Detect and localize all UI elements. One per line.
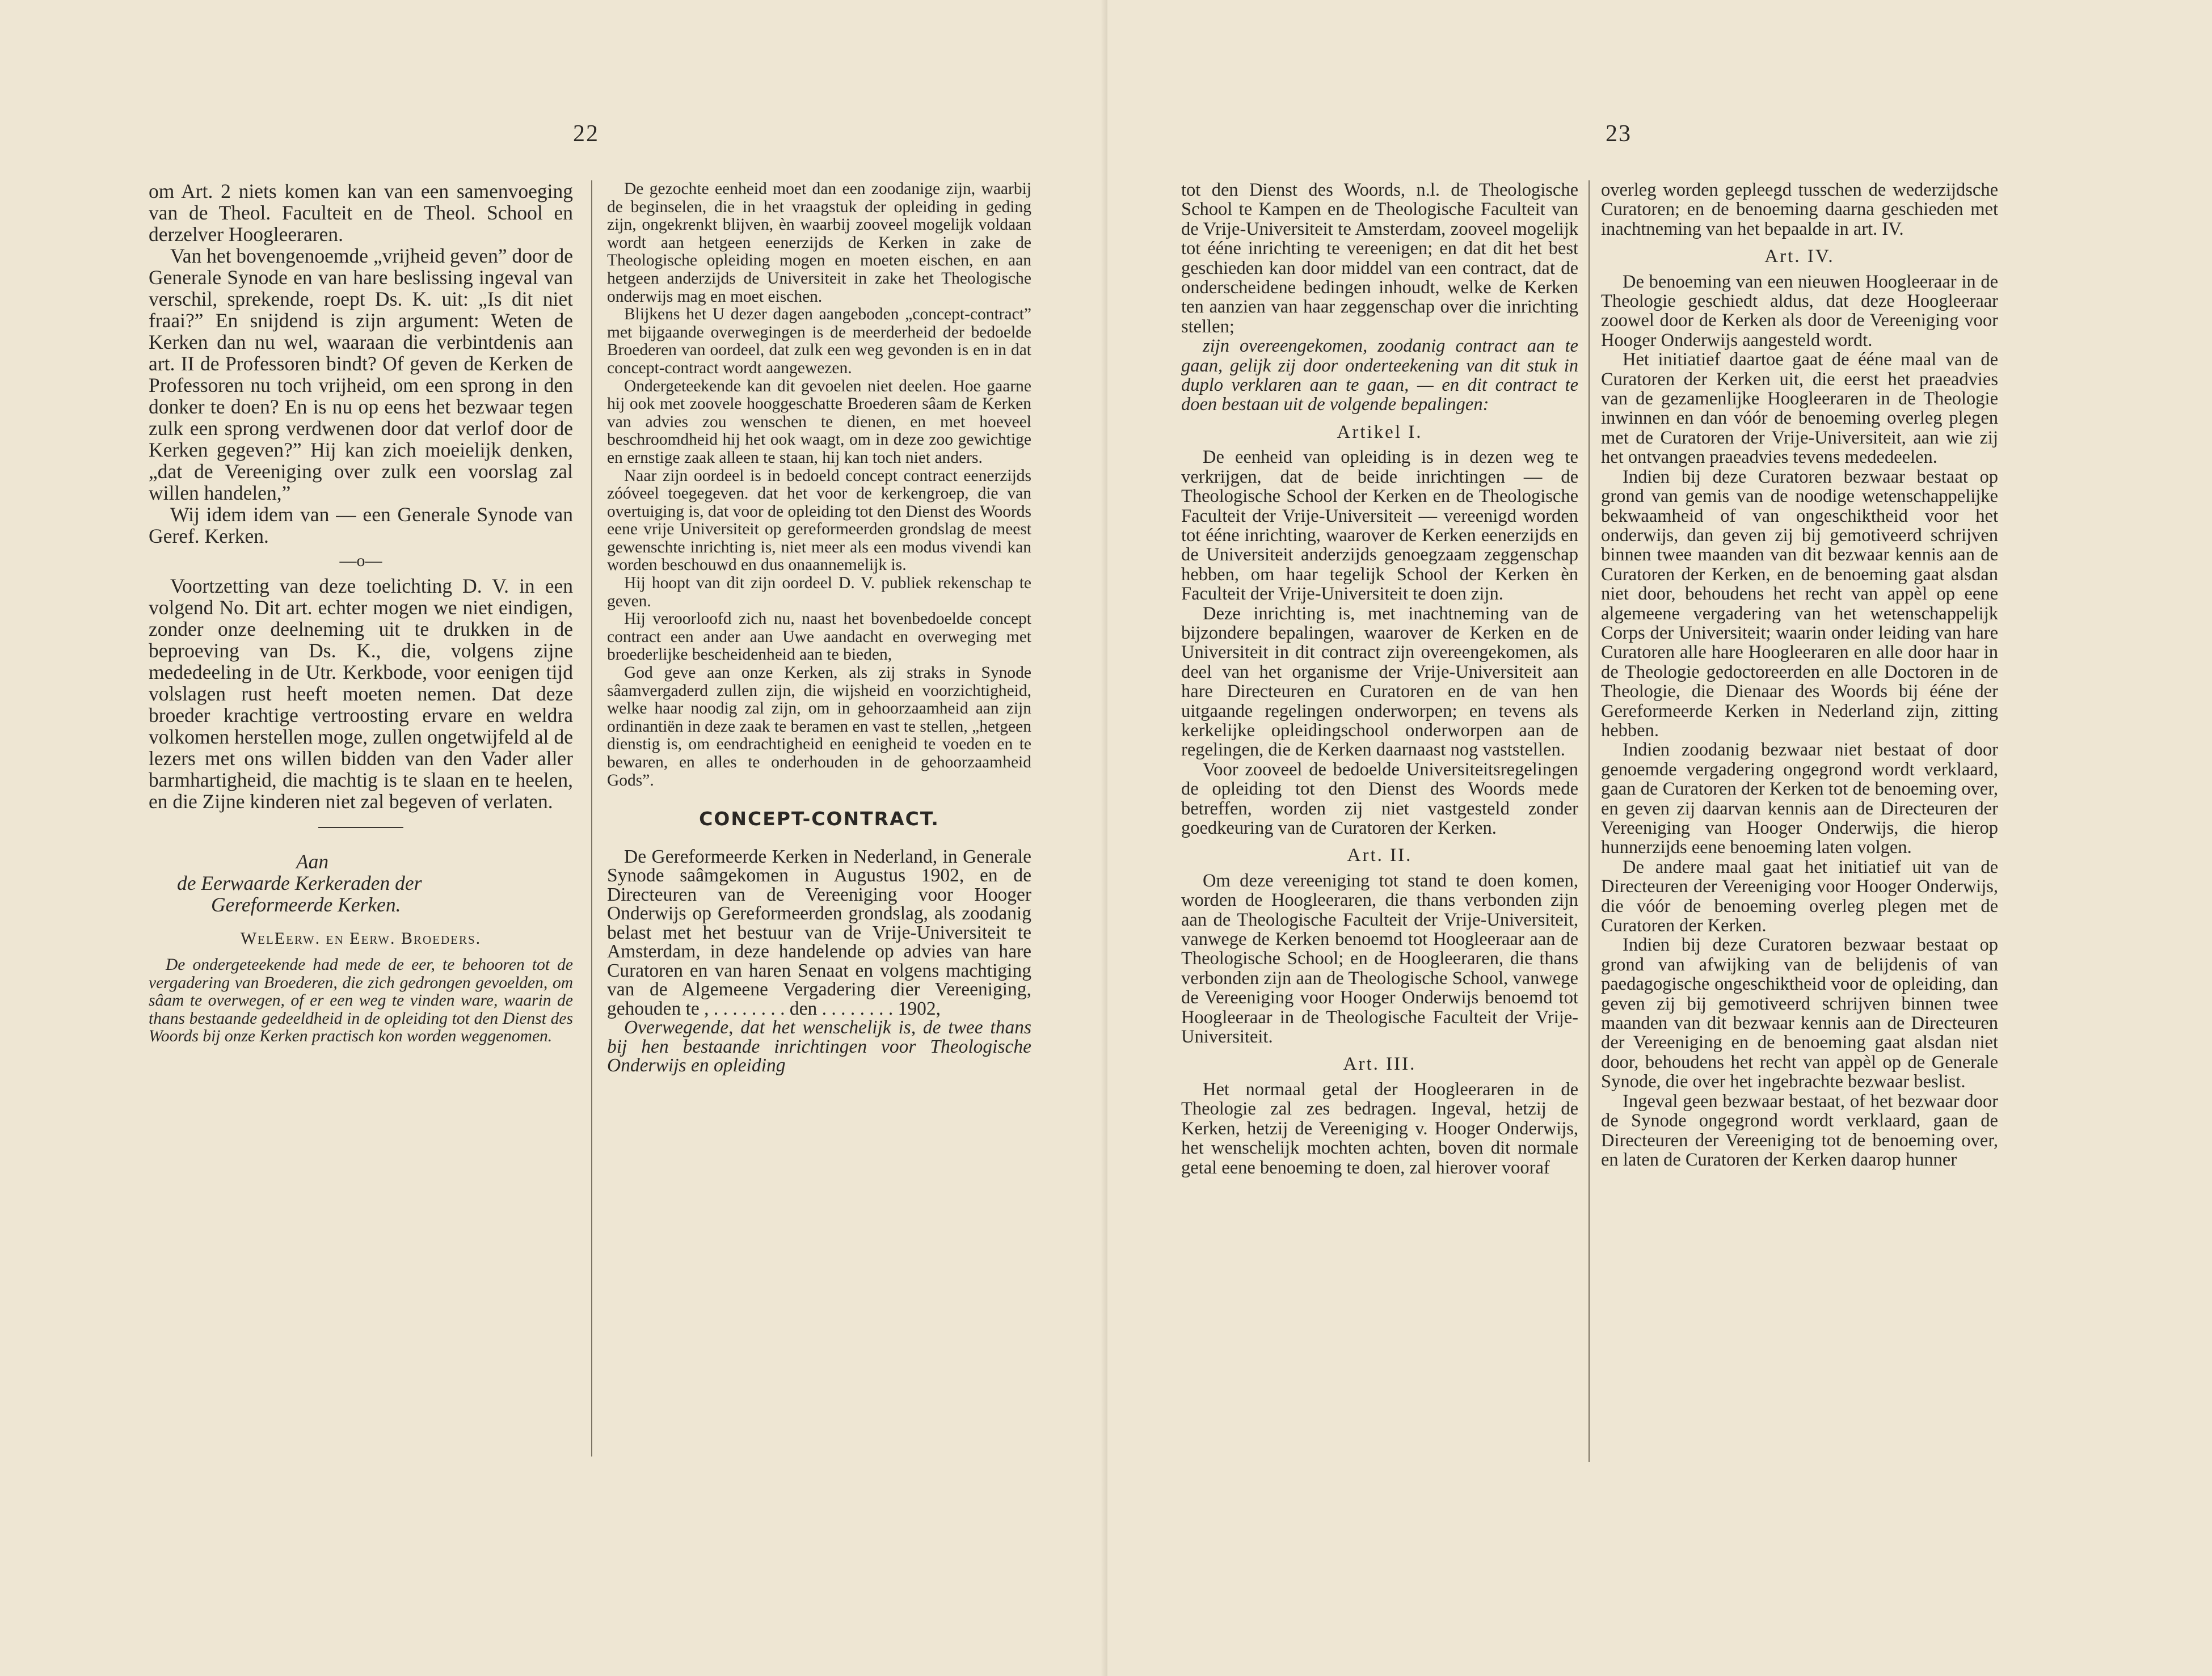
left-column-1 xyxy=(149,180,573,1046)
right-column-1 xyxy=(1181,180,1578,1177)
paragraph: Indien zoodanig bezwaar niet bestaat of door genoemde vergadering ongegrond wordt verklaard, gaan de Curatoren der Kerken tot de benoeming over, en geven zij daarvan kennis aan de Directeuren der Vereeniging van Hooger Onderwijs, die hierop hunnerzijds eene benoeming laten volgen. xyxy=(1601,740,1998,858)
article-heading: Art. IV. xyxy=(1764,246,1835,267)
paragraph: zijn overeengekomen, zoodanig contract aan te gaan, gelijk zij door onderteekening van dit stuk in duplo verklaren aan te gaan, — en dit contract te doen bestaan uit de volgende bepalingen: xyxy=(1181,336,1578,415)
paragraph: overleg worden gepleegd tusschen de wederzijdsche Curatoren; en de benoeming daarna geschieden met inachtneming van het bepaalde in art. IV. xyxy=(1601,180,1998,239)
separator: —o— xyxy=(339,551,382,570)
address-line: Gereformeerde Kerken. xyxy=(211,893,401,916)
address-block xyxy=(149,851,573,915)
paragraph: Van het bovengenoemde „vrijheid geven” door de Generale Synode en van hare beslissing ingeval van verschil, sprekende, roept Ds. K. uit: „Is dit niet fraai?” En snijdend is zijn argument: Weten de Kerken dan nu wel, waaraan die verbintdenis aan art. II de Professoren bindt? Of geven de Kerken de Professoren nu toch vrijheid, om een sprong in den donker te doen? En is nu op eens het bezwaar tegen zulk een sprong verdwenen door dat verlof door de Kerken gegeven?” Hij kan zich moeielijk denken, „dat de Vereeniging over zulk een voorslag zal willen handelen,” xyxy=(149,244,573,504)
paragraph: De benoeming van een nieuwen Hoogleeraar in de Theologie geschiedt aldus, dat deze Hoogleeraar zoowel door de Kerken als door de Vereeniging voor Hooger Onderwijs aangesteld wordt. xyxy=(1601,271,1998,351)
paragraph: God geve aan onze Kerken, als zij straks in Synode sâamvergaderd zullen zijn, die wijsheid en voorzichtigheid, welke haar noodig zal zijn, om in gehoorzaamheid aan zijn ordinantiën in deze zaak te beramen en vast te stellen, „hetgeen dienstig is, om eendrachtigheid en eenigheid te voeden en te bewaren, en alles te onderhouden in de gehoorzaamheid Gods”. xyxy=(607,664,1031,790)
page-number: 23 xyxy=(1606,121,1632,147)
paragraph: Blijkens het U dezer dagen aangeboden „concept-contract” met bijgaande overwegingen is de meerderheid der bedoelde Broederen van oordeel, dat zulk een weg gevonden is en in dat concept-contract wordt aangewezen. xyxy=(607,305,1031,377)
contract-text xyxy=(607,847,1031,1075)
right-page xyxy=(1107,0,2212,1676)
paragraph: Voortzetting van deze toelichting D. V. in een volgend No. Dit art. echter mogen we niet eindigen, zonder onze deelneming uit te drukken in de beproeving van Ds. K., die, volgens zijne mededeeling in de Utr. Kerkbode, voor eenigen tijd volslagen rust heeft moeten nemen. Dat deze broeder krachtige vertroosting ervare en weldra volkomen herstellen moge, zullen ongetwijfeld al de lezers met ons willen bidden van den Vader aller barmhartigheid, die machtig is te slaan en te heelen, en die Zijne kinderen niet zal begeven of verlaten. xyxy=(149,575,573,813)
paragraph: tot den Dienst des Woords, n.l. de Theologische School te Kampen en de Theologische Faculteit van de Vrije-Universiteit te Amsterdam, zooveel mogelijk tot ééne inrichting te vereenigen; en dat dit het best geschieden kan door middel van een contract, dat de onderscheidene bedingen inhoudt, welke de Kerken ten aanzien van haar zeggenschap over die inrichting stellen; xyxy=(1181,180,1578,337)
paragraph: Voor zooveel de bedoelde Universiteitsregelingen de opleiding tot den Dienst des Woords mede betreffen, worden zij niet vastgesteld zonder goedkeuring van de Curatoren der Kerken. xyxy=(1181,759,1578,838)
paragraph: De Gereformeerde Kerken in Nederland, in Generale Synode saâmgekomen in Augustus 1902, en de Directeuren van de Vereeniging voor Hooger Onderwijs op Gereformeerden grondslag, als zoodanig belast met het bestuur van de Vrije-Universiteit te Amsterdam, in deze handelende op advies van hare Curatoren en van haren Senaat en volgens machtiging van de Algemeene Vergadering dier Vereeniging, gehouden te , . . . . . . . . den . . . . . . . . 1902, xyxy=(607,846,1031,1019)
paragraph: om Art. 2 niets komen kan van een samenvoeging van de Theol. Faculteit en de Theol. School en derzelver Hoogleeraren. xyxy=(149,180,573,246)
paragraph: Indien bij deze Curatoren bezwaar bestaat op grond van gemis van de noodige wetenschappelijke bekwaamheid of van ongeschiktheid voor het onderwijs, dan geven zij bij gemotiveerd schrijven binnen twee maanden van dit bezwaar kennis aan de Curatoren der Kerken, en de benoeming gaat alsdan niet door, behoudens het recht van appèl op eene algemeene vergadering van het wetenschappelijk Corps der Universiteit; waarin onder leiding van hare Curatoren alle hare Hoogleeraren en alle door haar in de Theologie gedoctoreerden en alle Doctoren in de Theologie, die Dienaar des Woords bij ééne der Gereformeerde Kerken in Nederland zijn, zitting hebben. xyxy=(1601,466,1998,741)
salutation: WelEerw. en Eerw. Broeders. xyxy=(240,929,482,948)
paragraph: De ondergeteekende had mede de eer, te behooren tot de vergadering van Broederen, die zich gedrongen gevoelden, om sâam te overwegen, of er een weg te vinden ware, waarin de thans bestaande gedeeldheid in de opleiding tot den Dienst des Woords bij onze Kerken practisch kon worden weggenomen. xyxy=(149,956,573,1046)
paragraph: Ingeval geen bezwaar bestaat, of het bezwaar door de Synode ongegrond wordt verklaard, gaan de Directeuren der Vereeniging tot de benoeming over, en laten de Curatoren der Kerken daarop hunner xyxy=(1601,1091,1998,1170)
right-column-2 xyxy=(1601,180,1998,1170)
paragraph: De gezochte eenheid moet dan een zoodanige zijn, waarbij de beginselen, die in het vraagstuk der opleiding in geding zijn, ongekrenkt blijven, èn waarbij zooveel mogelijk voldaan wordt aan hetgeen eenerzijds de Kerken in zake de Theologische opleiding mogen en moeten eischen, en aan hetgeen anderzijds de Universiteit in zake het Theologische onderwijs mag en moet eischen. xyxy=(607,180,1031,306)
column-rule xyxy=(1589,180,1590,1462)
paragraph-text: Overwegende, dat het wenschelijk is, de twee thans bij hen bestaande inrichtingen voor Theologische Onderwijs en opleiding xyxy=(607,1017,1031,1076)
divider xyxy=(318,827,403,828)
paragraph: Wij idem idem van — een Generale Synode van Geref. Kerken. xyxy=(149,503,573,547)
left-column-2 xyxy=(607,180,1031,1075)
paragraph: Het normaal getal der Hoogleeraren in de Theologie zal zes bedragen. Ingeval, hetzij de Kerken, hetzij de Vereeniging v. Hooger Onderwijs, het wenschelijk mochten achten, boven dit normale getal eene benoeming te doen, zal hierover vooraf xyxy=(1181,1079,1578,1178)
paragraph: De eenheid van opleiding is in dezen weg te verkrijgen, dat de beide inrichtingen — de Theologische School der Kerken en de Theologische Faculteit der Vrije-Universiteit — vereenigd worden tot ééne inrichting, waarover de Kerken eenerzijds en de Universiteit anderzijds genoegzaam zeggenschap hebben, om haar tegelijk School der Kerken èn Faculteit der Vrije-Universiteit te doen zijn. xyxy=(1181,447,1578,605)
column-rule xyxy=(591,180,592,1457)
paragraph: Hij hoopt van dit zijn oordeel D. V. publiek rekenschap te geven. xyxy=(607,574,1031,610)
article-heading: Art. III. xyxy=(1343,1054,1417,1075)
paragraph: Hij veroorloofd zich nu, naast het bovenbedoelde concept contract een ander aan Uwe aandacht en overweging met broederlijke bescheidenheid aan te bieden, xyxy=(607,610,1031,664)
paragraph: Indien bij deze Curatoren bezwaar bestaat op grond van afwijking van de belijdenis of van paedagogische ongeschiktheid voor de opleiding, dan geven zij bij gemotiveerd schrijven binnen twee maanden van dit bezwaar kennis aan de Directeuren der Vereeniging en de benoeming gaat alsdan niet door, behoudens het recht van appèl op de Generale Synode, die over het ingebrachte bezwaar beslist. xyxy=(1601,935,1998,1092)
paragraph: Het initiatief daartoe gaat de ééne maal van de Curatoren der Kerken uit, die eerst het praeadvies van de gezamenlijke Hoogleeraren in de Theologie inwinnen en dan vóór de benoeming overleg plegen met de Curatoren der Vrije-Universiteit, aan wie zij het ontvangen praeadvies tevens mededeelen. xyxy=(1601,349,1998,468)
paragraph: De andere maal gaat het initiatief uit van de Directeuren der Vereeniging voor Hooger Onderwijs, die vóór de benoeming overleg plegen met de Curatoren der Kerken. xyxy=(1601,856,1998,936)
paragraph: Ondergeteekende kan dit gevoelen niet deelen. Hoe gaarne hij ook met zoovele hooggeschatte Broederen sâam de Kerken van advies zou wenschen te dienen, en met hoeveel beschroomdheid hij het ook waagt, om in deze zoo gewichtige en ernstige zaak alleen te staan, hij kan toch niet anders. xyxy=(607,377,1031,467)
address-line: Aan xyxy=(296,850,329,873)
paragraph: Naar zijn oordeel is in bedoeld concept contract eenerzijds zóóveel toegegeven. dat het voor de kerkengroep, die van overtuiging is, dat voor de opleiding tot den Dienst des Woords eene vrije Universiteit op gereformeerden grondslag de meest gewenschte inrichting is, niet meer als een modus vivendi kan worden beschouwd en dus onaannemelijk is. xyxy=(607,466,1031,575)
page-number: 22 xyxy=(573,121,599,147)
article-heading: Art. II. xyxy=(1347,845,1413,866)
address-line: de Eerwaarde Kerkeraden der xyxy=(177,872,422,894)
article-heading: Artikel I. xyxy=(1337,421,1423,442)
paragraph: Deze inrichting is, met inachtneming van de bijzondere bepalingen, waarover de Kerken en de Universiteit in dit contract zijn overeengekomen, als deel van het organisme der Vrije-Universiteit aan hare Directeuren en Curatoren en de van hen uitgaande regelingen onderworpen; en tevens als kerkelijke opleidingschool onderworpen aan de regelingen, die de Kerken daarnaast nog vaststellen. xyxy=(1181,603,1578,761)
section-title: CONCEPT-CONTRACT. xyxy=(699,808,939,830)
paragraph xyxy=(607,1018,1031,1075)
paragraph: Om deze vereeniging tot stand te doen komen, worden de Hoogleeraren, die thans verbonden zijn aan de Theologische Faculteit der Vrije-Universiteit, vanwege de Kerken benoemd tot Hoogleeraar aan de Theologische School; en de Hoogleeraren, die thans verbonden zijn aan de Theologische School, vanwege de Vereeniging voor Hooger Onderwijs benoemd tot Hoogleeraar in de Theologische Faculteit der Vrije-Universiteit. xyxy=(1181,870,1578,1048)
